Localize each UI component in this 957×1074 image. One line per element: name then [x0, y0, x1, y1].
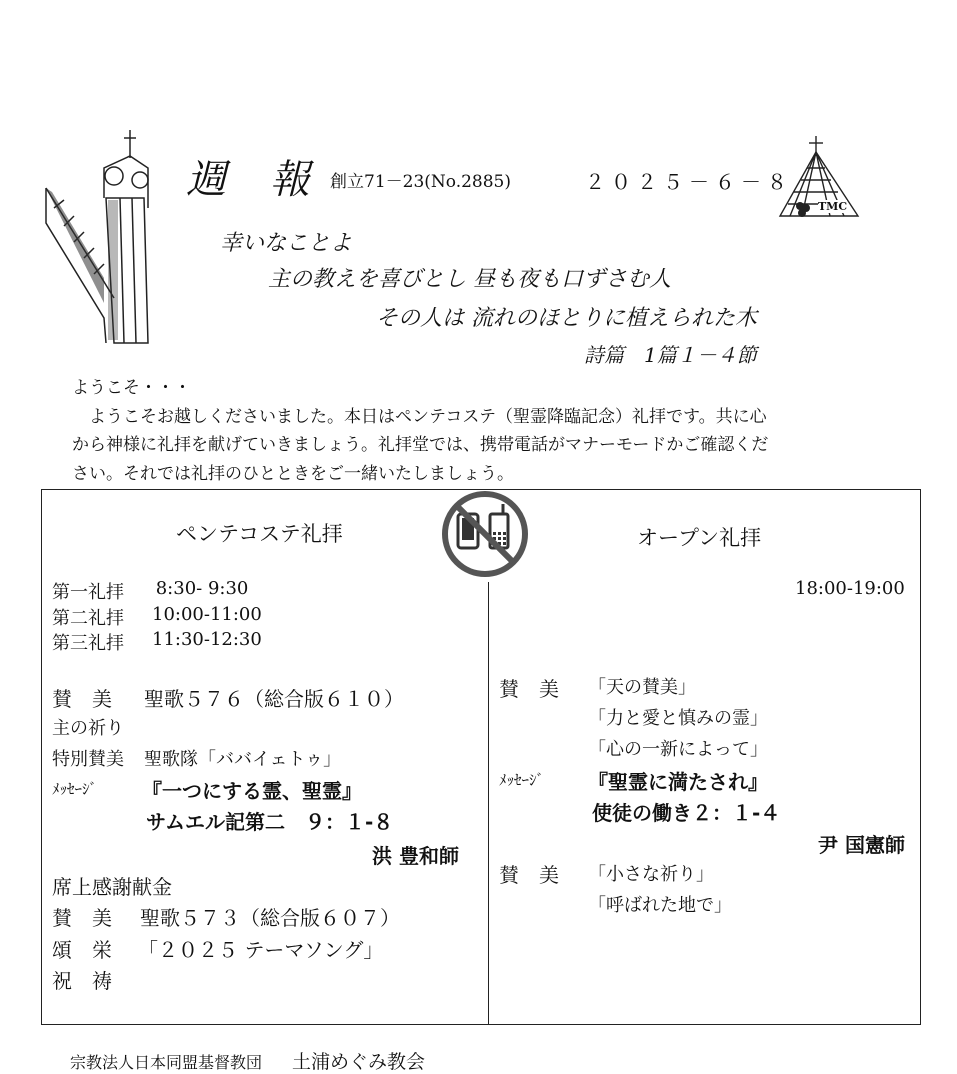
column-divider — [488, 578, 489, 1025]
left-praise-1: 聖歌５７６（総合版６１０） — [144, 687, 404, 711]
service-2-name: 第二礼拝 — [52, 608, 124, 629]
left-message-title: 『一つにする霊、聖霊』 — [142, 779, 362, 803]
right-service-title: オープン礼拝 — [637, 526, 762, 550]
left-service-title: ペンテコステ礼拝 — [176, 522, 343, 546]
left-praise-2-label: 賛 美 — [52, 906, 112, 930]
verse-reference: 詩篇 1篇１－４節 — [584, 343, 757, 367]
logo-text: TMC — [818, 200, 848, 213]
founding-number: 創立71－23(No.2885) — [330, 172, 512, 192]
right-message-label: ﾒｯｾｰｼﾞ — [499, 771, 545, 789]
right-praise-1-label: 賛 美 — [499, 677, 559, 701]
right-song-1: 「天の賛美」 — [588, 677, 696, 698]
verse-line-1: 幸いなことよ — [220, 231, 353, 256]
bulletin-date: ２０２５－６－８ — [585, 170, 793, 194]
service-3-name: 第三礼拝 — [52, 633, 124, 654]
welcome-line-3: さい。それでは礼拝のひとときをご一緒いたしましょう。 — [72, 464, 514, 484]
right-song-4: 「小さな祈り」 — [588, 864, 714, 885]
lords-prayer: 主の祈り — [52, 718, 124, 739]
right-preacher: 尹 国憲師 — [818, 833, 905, 857]
offering: 席上感謝献金 — [52, 875, 172, 899]
footer-church: 土浦めぐみ教会 — [292, 1051, 426, 1073]
welcome-line-1: ようこそお越しくださいました。本日はペンテコステ（聖霊降臨記念）礼拝です。共に心 — [72, 407, 767, 427]
left-message-text: サムエル記第二 ９：１-８ — [146, 810, 394, 834]
benediction: 祝 祷 — [52, 969, 112, 993]
church-logo — [776, 134, 862, 230]
service-2-time: 10:00-11:00 — [152, 604, 262, 625]
left-message-label: ﾒｯｾｰｼﾞ — [52, 780, 98, 798]
doxology-label: 頌 栄 — [52, 938, 112, 962]
right-song-5: 「呼ばれた地で」 — [588, 895, 732, 916]
left-praise-1-label: 賛 美 — [52, 687, 112, 711]
verse-line-3: その人は 流れのほとりに植えられた木 — [376, 306, 757, 331]
no-phone-icon — [440, 490, 530, 582]
right-song-2: 「力と愛と慎みの霊」 — [588, 708, 768, 729]
special-praise: 聖歌隊「ババイェトゥ」 — [144, 749, 342, 770]
verse-line-2: 主の教えを喜びとし 昼も夜も口ずさむ人 — [268, 267, 671, 292]
special-praise-label: 特別賛美 — [52, 749, 124, 770]
right-message-title: 『聖霊に満たされ』 — [588, 770, 768, 794]
left-preacher: 洪 豊和師 — [372, 844, 459, 868]
right-song-3: 「心の一新によって」 — [588, 739, 768, 760]
right-service-time: 18:00-19:00 — [795, 578, 905, 599]
church-tower-illustration — [44, 128, 154, 352]
welcome-line-2: から神様に礼拝を献げていきましょう。礼拝堂では、携帯電話がマナーモードかご確認くだ — [72, 435, 769, 455]
right-message-text: 使徒の働き２：１-４ — [592, 801, 781, 825]
left-praise-2: 聖歌５７３（総合版６０７） — [140, 906, 400, 930]
service-3-time: 11:30-12:30 — [152, 629, 262, 650]
service-1-time: 8:30- 9:30 — [150, 578, 249, 599]
welcome-heading: ようこそ・・・ — [72, 378, 191, 398]
bulletin-title: 週 報 — [186, 157, 312, 203]
service-1-name: 第一礼拝 — [52, 582, 124, 603]
right-praise-2-label: 賛 美 — [499, 863, 559, 887]
footer-org: 宗教法人日本同盟基督教団 — [70, 1053, 263, 1072]
doxology: 「２０２５ テーマソング」 — [138, 938, 384, 962]
